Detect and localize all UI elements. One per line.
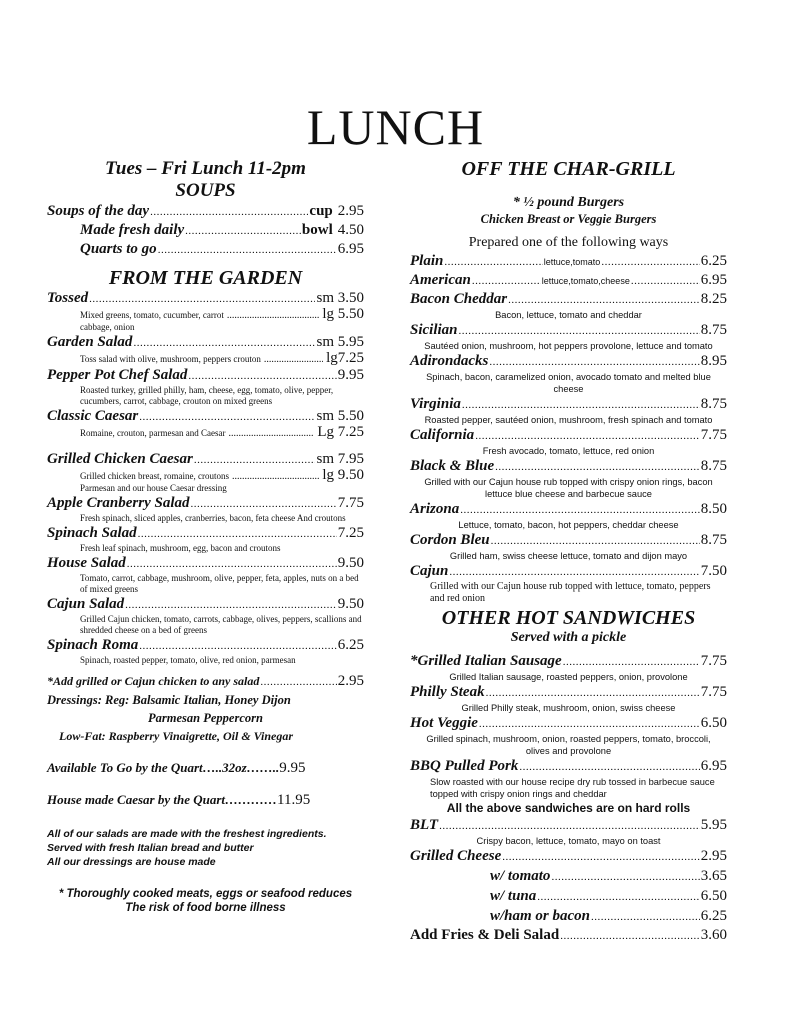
dot-leader	[563, 653, 700, 671]
menu-item	[47, 333, 364, 352]
dot-leader	[502, 848, 700, 866]
item-description: Grilled ham, swiss cheese lettuce, tomato and dijon mayo	[449, 551, 688, 561]
item-name: Cajun Salad	[47, 596, 125, 612]
item-description: Sautéed onion, mushroom, hot peppers provolone, lettuce and tomato	[424, 341, 713, 351]
item-price: 9.50	[337, 555, 364, 571]
soups-list	[47, 202, 364, 259]
item-description-row	[47, 308, 364, 322]
item-price: 7.25	[337, 525, 364, 541]
item-price: 3.65	[700, 868, 727, 884]
note-line: All of our salads are made with the freshest ingredients.	[47, 828, 327, 840]
dressings-line-1: Dressings: Reg: Balsamic Italian, Honey Dijon	[47, 693, 291, 707]
dot-leader	[486, 684, 700, 702]
item-name: Bacon Cheddar	[410, 291, 508, 307]
note-line: Served with fresh Italian bread and butter	[47, 842, 254, 854]
dot-leader	[519, 758, 699, 776]
menu-item	[410, 816, 727, 835]
dot-leader	[479, 715, 700, 733]
dot-leader	[462, 396, 700, 414]
hot-sandwiches-subtitle: Served with a pickle	[510, 630, 627, 645]
grill-heading: OFF THE CHAR-GRILL	[461, 158, 676, 180]
to-go-quart	[47, 759, 364, 777]
item-price: 7.75	[337, 495, 364, 511]
menu-item	[410, 290, 727, 309]
item-description: Grilled Cajun chicken, tomato, carrots, cabbage, olives, peppers, scallions and shredded cheese on a bed of greens	[80, 614, 362, 635]
item-name: Philly Steak	[410, 684, 485, 700]
dot-leader	[191, 495, 337, 513]
menu-item	[410, 887, 727, 906]
right-column	[410, 158, 727, 945]
dot-leader	[158, 241, 337, 259]
item-name: *Grilled Italian Sausage	[410, 653, 562, 669]
item-description: Fresh avocado, tomato, lettuce, red onion	[482, 446, 655, 456]
item-name: Spinach Salad	[47, 525, 137, 541]
dot-leader	[444, 253, 542, 271]
item-description: Grilled with our Cajun house rub topped with crispy onion rings, bacon lettuce blue cheese and barbecue sauce	[424, 477, 713, 499]
item-price: 2.95	[337, 673, 364, 689]
item-price: 6.95	[337, 241, 364, 257]
item-price: 6.95	[700, 272, 727, 288]
page-title: LUNCH	[306, 99, 485, 155]
item-large-price: lg 9.50	[322, 467, 364, 483]
dot-leader	[232, 470, 319, 483]
item-large-price: Lg 7.25	[317, 424, 364, 440]
item-name: w/ham or bacon	[490, 908, 591, 924]
item-price: 2.95	[700, 848, 727, 864]
dot-leader	[591, 908, 700, 926]
grill-list	[410, 252, 727, 605]
item-size: cup	[309, 203, 333, 219]
item-name: Classic Caesar	[47, 408, 139, 424]
item-name: Hot Veggie	[410, 715, 478, 731]
burgers-line-1: * ½ pound Burgers	[512, 195, 625, 210]
item-description: Mixed greens, tomato, cucumber, carrot	[80, 310, 224, 320]
dot-leader	[89, 290, 315, 308]
item-name: Soups of the day	[47, 203, 150, 219]
dot-leader	[537, 888, 699, 906]
note-line: All our dressings are house made	[47, 856, 216, 868]
dot-leader	[460, 501, 700, 519]
item-name: Tossed	[47, 290, 89, 306]
menu-item	[47, 240, 364, 259]
item-name: Grilled Cheese	[410, 848, 502, 864]
item-description: Roasted pepper, sautéed onion, mushroom, fresh spinach and tomato	[424, 415, 713, 425]
item-description: Slow roasted with our house recipe dry rub tossed in barbecue sauce topped with crispy onion rings and cheddar	[430, 777, 715, 799]
item-name: House made Caesar by the Quart…………	[47, 792, 278, 807]
item-price: sm 3.50	[316, 290, 364, 306]
item-price: 6.25	[700, 908, 727, 924]
prepared-note: Prepared one of the following ways	[468, 235, 669, 250]
menu-item	[410, 426, 727, 445]
menu-item	[410, 352, 727, 371]
item-name: w/ tomato	[490, 868, 551, 884]
item-price: 11.95	[277, 792, 311, 808]
item-price: 8.95	[700, 353, 727, 369]
item-name: Available To Go by the Quart…..32oz……..	[47, 760, 280, 775]
item-name: Apple Cranberry Salad	[47, 495, 190, 511]
item-toppings: lettuce,tomato,cheese	[541, 276, 630, 286]
menu-item	[47, 636, 364, 655]
menu-item	[47, 366, 364, 385]
item-description: Tomato, carrot, cabbage, mushroom, olive, pepper, feta, apples, nuts on a bed of mixed greens	[80, 573, 359, 594]
item-price: sm 7.95	[316, 451, 364, 467]
menu-item	[410, 683, 727, 702]
item-name: w/ tuna	[490, 888, 537, 904]
menu-item	[410, 847, 727, 866]
item-description: cabbage, onion	[80, 322, 135, 332]
dot-leader	[133, 334, 315, 352]
item-large-price: lg7.25	[326, 350, 364, 366]
dot-leader	[264, 353, 323, 366]
garden-list	[47, 289, 364, 666]
item-name: Pepper Pot Chef Salad	[47, 367, 188, 383]
menu-item	[410, 867, 727, 886]
item-description: Lettuce, tomato, bacon, hot peppers, cheddar cheese	[458, 520, 679, 530]
item-name: Cajun	[410, 563, 449, 579]
dot-leader	[139, 408, 315, 426]
menu-item	[410, 714, 727, 733]
menu-item	[410, 907, 727, 926]
item-name: Grilled Chicken Caesar	[47, 451, 193, 467]
item-description: Bacon, lettuce, tomato and cheddar	[495, 310, 642, 320]
item-price: 5.95	[700, 817, 727, 833]
dot-leader	[560, 927, 700, 945]
soups-heading: SOUPS	[175, 180, 236, 201]
item-description: Grilled Philly steak, mushroom, onion, swiss cheese	[461, 703, 676, 713]
menu-item	[47, 202, 364, 221]
item-description-row	[47, 352, 364, 366]
menu-item	[410, 531, 727, 550]
item-large-price: lg 5.50	[322, 306, 364, 322]
item-price: 6.50	[700, 715, 727, 731]
dot-leader	[459, 322, 700, 340]
dot-leader	[495, 458, 700, 476]
item-name: American	[410, 272, 471, 288]
dot-leader	[139, 637, 336, 655]
item-price: 8.75	[700, 458, 727, 474]
item-price: 7.50	[700, 563, 727, 579]
item-name: Virginia	[410, 396, 461, 412]
dressings-line-3: Low-Fat: Raspberry Vinaigrette, Oil & Vinegar	[59, 729, 294, 743]
item-price: 8.75	[700, 322, 727, 338]
dot-leader	[491, 532, 700, 550]
dot-leader	[472, 272, 541, 290]
item-name: Sicilian	[410, 322, 458, 338]
item-price: 4.50	[337, 222, 364, 238]
menu-item	[410, 757, 727, 776]
item-price: sm 5.95	[316, 334, 364, 350]
item-price: 9.95	[337, 367, 364, 383]
item-description: Toss salad with olive, mushroom, peppers crouton	[80, 354, 261, 364]
item-description: Spinach, roasted pepper, tomato, olive, red onion, parmesan	[80, 655, 296, 665]
dot-leader	[125, 596, 337, 614]
add-chicken-item	[47, 672, 364, 691]
menu-item	[410, 321, 727, 340]
dot-leader	[439, 817, 700, 835]
item-description: Grilled spinach, mushroom, onion, roasted peppers, tomato, broccoli, olives and provolone	[426, 734, 711, 756]
menu-item	[410, 562, 727, 581]
item-name: Quarts to go	[80, 241, 157, 257]
menu-item	[47, 554, 364, 573]
item-description: Spinach, bacon, caramelized onion, avocado tomato and melted blue cheese	[426, 372, 711, 394]
item-description: Roasted turkey, grilled philly, ham, cheese, egg, tomato, olive, pepper, cucumbers, carrot, cabbage, crouton on mixed greens	[80, 385, 334, 406]
menu-item	[410, 395, 727, 414]
menu-item	[47, 524, 364, 543]
garden-heading: FROM THE GARDEN	[108, 267, 303, 289]
item-description: Fresh spinach, sliced apples, cranberries, bacon, feta cheese And croutons	[80, 513, 346, 523]
item-name: Add Fries & Deli Salad	[410, 927, 560, 943]
item-size: bowl	[301, 222, 333, 238]
item-name: Made fresh daily	[80, 222, 185, 238]
menu-item	[410, 457, 727, 476]
item-name: Garden Salad	[47, 334, 133, 350]
menu-item	[410, 271, 727, 290]
left-column	[47, 158, 364, 915]
item-description-row	[47, 426, 364, 440]
more-list	[410, 816, 727, 945]
menu-item	[47, 494, 364, 513]
item-name: *Add grilled or Cajun chicken to any salad	[47, 674, 260, 688]
item-name: Plain	[410, 253, 444, 269]
dot-leader	[508, 291, 700, 309]
menu-item	[47, 595, 364, 614]
item-price: 2.95	[337, 203, 364, 219]
menu-item	[410, 926, 727, 945]
dot-leader	[185, 222, 301, 240]
item-name: House Salad	[47, 555, 126, 571]
food-warning-2: The risk of food borne illness	[125, 902, 286, 914]
item-price: 3.60	[700, 927, 727, 943]
item-name: Spinach Roma	[47, 637, 139, 653]
dot-leader	[127, 555, 337, 573]
item-description: Grilled Italian sausage, roasted peppers, onion, provolone	[449, 672, 688, 682]
menu-item	[410, 500, 727, 519]
dot-leader	[228, 427, 314, 440]
menu-item	[47, 289, 364, 308]
dot-leader	[260, 673, 336, 691]
item-price: 7.75	[700, 653, 727, 669]
dot-leader	[449, 563, 699, 581]
dot-leader	[188, 367, 336, 385]
item-price: 6.95	[700, 758, 727, 774]
item-price: 6.25	[700, 253, 727, 269]
dot-leader	[194, 451, 316, 469]
item-description: Fresh leaf spinach, mushroom, egg, bacon and croutons	[80, 543, 281, 553]
hot-list	[410, 652, 727, 800]
dot-leader	[138, 525, 337, 543]
hours-heading: Tues – Fri Lunch 11-2pm	[105, 158, 306, 179]
dot-leader	[551, 868, 699, 886]
dot-leader	[475, 427, 700, 445]
item-name: Arizona	[410, 501, 460, 517]
item-description: Romaine, crouton, parmesan and Caesar	[80, 428, 226, 438]
dot-leader	[601, 253, 699, 271]
dot-leader	[227, 309, 319, 322]
item-price: 9.50	[337, 596, 364, 612]
item-description: Crispy bacon, lettuce, tomato, mayo on toast	[476, 836, 661, 846]
item-price: 7.75	[700, 427, 727, 443]
food-warning-1: * Thoroughly cooked meats, eggs or seafood reduces	[58, 888, 353, 900]
item-description: Parmesan and our house Caesar dressing	[80, 483, 227, 493]
item-price: 8.25	[700, 291, 727, 307]
burgers-line-2: Chicken Breast or Veggie Burgers	[480, 212, 657, 226]
item-description: Grilled with our Cajun house rub topped with lettuce, tomato, peppers and red onion	[430, 581, 711, 604]
item-name: BBQ Pulled Pork	[410, 758, 519, 774]
notes	[47, 827, 364, 869]
dot-leader	[631, 272, 700, 290]
menu-item	[410, 252, 727, 271]
item-toppings: lettuce,tomato	[543, 257, 601, 267]
item-price: 6.50	[700, 888, 727, 904]
menu-item	[410, 652, 727, 671]
hard-rolls-note: All the above sandwiches are on hard rolls	[446, 801, 691, 815]
item-price: 7.75	[700, 684, 727, 700]
item-description-row	[47, 469, 364, 483]
caesar-quart	[47, 791, 364, 809]
menu-item	[47, 221, 364, 240]
menu-item	[47, 450, 364, 469]
dot-leader	[489, 353, 699, 371]
item-price: 8.75	[700, 396, 727, 412]
item-name: Cordon Bleu	[410, 532, 490, 548]
item-name: BLT	[410, 817, 439, 833]
dressings-line-2: Parmesan Peppercorn	[148, 711, 263, 725]
item-price: 9.95	[279, 760, 306, 776]
item-price: 8.50	[700, 501, 727, 517]
item-name: Adirondacks	[410, 353, 489, 369]
dot-leader	[150, 203, 308, 221]
item-description: Grilled chicken breast, romaine, croutons	[80, 471, 229, 481]
hot-sandwiches-heading: OTHER HOT SANDWICHES	[441, 607, 696, 629]
item-name: Black & Blue	[410, 458, 495, 474]
item-price: 6.25	[337, 637, 364, 653]
item-price: 8.75	[700, 532, 727, 548]
item-name: California	[410, 427, 475, 443]
item-price: sm 5.50	[316, 408, 364, 424]
